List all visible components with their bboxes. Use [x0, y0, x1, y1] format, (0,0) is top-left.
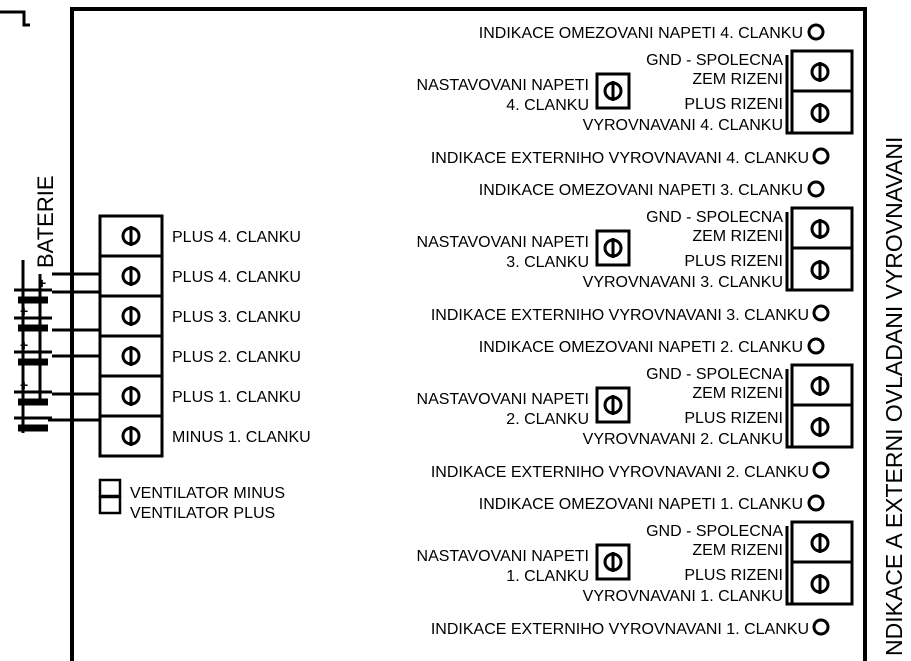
battery-label: BATERIE [33, 175, 58, 268]
screw-terminal-icon [123, 266, 139, 286]
limit-indicator-label: INDIKACE OMEZOVANI NAPETI 2. CLANKU [478, 339, 803, 356]
control-terminal-plus [792, 405, 852, 447]
plus-control-label: VYROVNAVANI 3. CLANKU [582, 274, 783, 291]
cell-section [417, 182, 852, 324]
battery-terminal-label: PLUS 3. CLANKU [172, 309, 301, 326]
control-terminal-plus [792, 248, 852, 290]
control-terminal-gnd [792, 51, 852, 91]
gnd-label: ZEM RIZENI [692, 228, 783, 245]
plus-control-label: PLUS RIZENI [684, 410, 783, 427]
trimmer-label: NASTAVOVANI NAPETI [416, 77, 589, 94]
screw-terminal-icon [123, 226, 139, 246]
control-terminal-gnd [792, 522, 852, 562]
gnd-label: GND - SPOLECNA [646, 209, 783, 226]
trimmer-label: NASTAVOVANI NAPETI [416, 234, 589, 251]
trimmer-label: 3. CLANKU [506, 254, 589, 271]
side-title: NDIKACE A EXTERNI OVLADANI VYROVNAVANI [881, 136, 907, 656]
limit-indicator-label: INDIKACE OMEZOVANI NAPETI 3. CLANKU [478, 182, 803, 199]
limit-indicator-label: INDIKACE OMEZOVANI NAPETI 1. CLANKU [478, 496, 803, 513]
screw-terminal-icon [812, 574, 828, 594]
cell-section [417, 25, 852, 167]
plus-control-label: VYROVNAVANI 4. CLANKU [582, 117, 783, 134]
control-terminal-plus [792, 562, 852, 604]
battery-terminal-label: PLUS 1. CLANKU [172, 389, 301, 406]
battery-terminal-label: MINUS 1. CLANKU [172, 429, 311, 446]
led-icon [809, 182, 823, 196]
gnd-label: GND - SPOLECNA [646, 523, 783, 540]
limit-indicator-label: INDIKACE OMEZOVANI NAPETI 4. CLANKU [478, 25, 803, 42]
screw-terminal-icon [812, 533, 828, 553]
screw-terminal-icon [123, 386, 139, 406]
trimmer-label: 2. CLANKU [506, 411, 589, 428]
trimmer-label: 1. CLANKU [506, 568, 589, 585]
screw-terminal-icon [812, 62, 828, 82]
battery-terminal-label: PLUS 4. CLANKU [172, 229, 301, 246]
gnd-label: ZEM RIZENI [692, 542, 783, 559]
battery-terminal-label: PLUS 4. CLANKU [172, 269, 301, 286]
trimmer-icon [605, 81, 621, 101]
led-icon [809, 339, 823, 353]
screw-terminal-icon [812, 417, 828, 437]
led-icon [809, 25, 823, 39]
control-terminal-gnd [792, 208, 852, 248]
trimmer-label: NASTAVOVANI NAPETI [416, 391, 589, 408]
trimmer-label: NASTAVOVANI NAPETI [416, 548, 589, 565]
external-indicator-label: INDIKACE EXTERNIHO VYROVNAVANI 4. CLANKU [430, 150, 809, 167]
fan-label-minus: VENTILATOR MINUS [130, 485, 285, 502]
fan-connector [100, 480, 120, 513]
plus-control-label: VYROVNAVANI 2. CLANKU [582, 431, 783, 448]
led-icon [809, 496, 823, 510]
led-icon [814, 306, 828, 320]
screw-terminal-icon [123, 306, 139, 326]
battery-wires [48, 274, 101, 420]
external-indicator-label: INDIKACE EXTERNIHO VYROVNAVANI 3. CLANKU [430, 307, 809, 324]
svg-text:+: + [20, 303, 29, 319]
svg-text:+: + [38, 275, 47, 291]
plus-control-label: PLUS RIZENI [684, 253, 783, 270]
led-icon [814, 149, 828, 163]
screw-terminal-icon [123, 426, 139, 446]
control-terminal-plus [792, 91, 852, 133]
screw-terminal-icon [812, 376, 828, 396]
gnd-label: GND - SPOLECNA [646, 52, 783, 69]
external-indicator-label: INDIKACE EXTERNIHO VYROVNAVANI 1. CLANKU [430, 621, 809, 638]
trimmer-icon [605, 552, 621, 572]
fan-label-plus: VENTILATOR PLUS [130, 505, 276, 522]
cell-section [417, 496, 852, 638]
screw-terminal-icon [123, 346, 139, 366]
svg-text:+: + [20, 337, 29, 353]
screw-terminal-icon [812, 260, 828, 280]
trimmer-icon [605, 395, 621, 415]
control-terminal-gnd [792, 365, 852, 405]
led-icon [814, 463, 828, 477]
led-icon [814, 620, 828, 634]
plus-control-label: PLUS RIZENI [684, 567, 783, 584]
gnd-label: GND - SPOLECNA [646, 366, 783, 383]
gnd-label: ZEM RIZENI [692, 385, 783, 402]
cell-section [417, 339, 852, 481]
trimmer-icon [605, 238, 621, 258]
plus-control-label: VYROVNAVANI 1. CLANKU [582, 588, 783, 605]
svg-text:+: + [20, 377, 29, 393]
plus-control-label: PLUS RIZENI [684, 96, 783, 113]
screw-terminal-icon [812, 219, 828, 239]
battery-terminal-label: PLUS 2. CLANKU [172, 349, 301, 366]
trimmer-label: 4. CLANKU [506, 97, 589, 114]
gnd-label: ZEM RIZENI [692, 71, 783, 88]
screw-terminal-icon [812, 103, 828, 123]
external-indicator-label: INDIKACE EXTERNIHO VYROVNAVANI 2. CLANKU [430, 464, 809, 481]
frame-fragment [0, 12, 30, 25]
